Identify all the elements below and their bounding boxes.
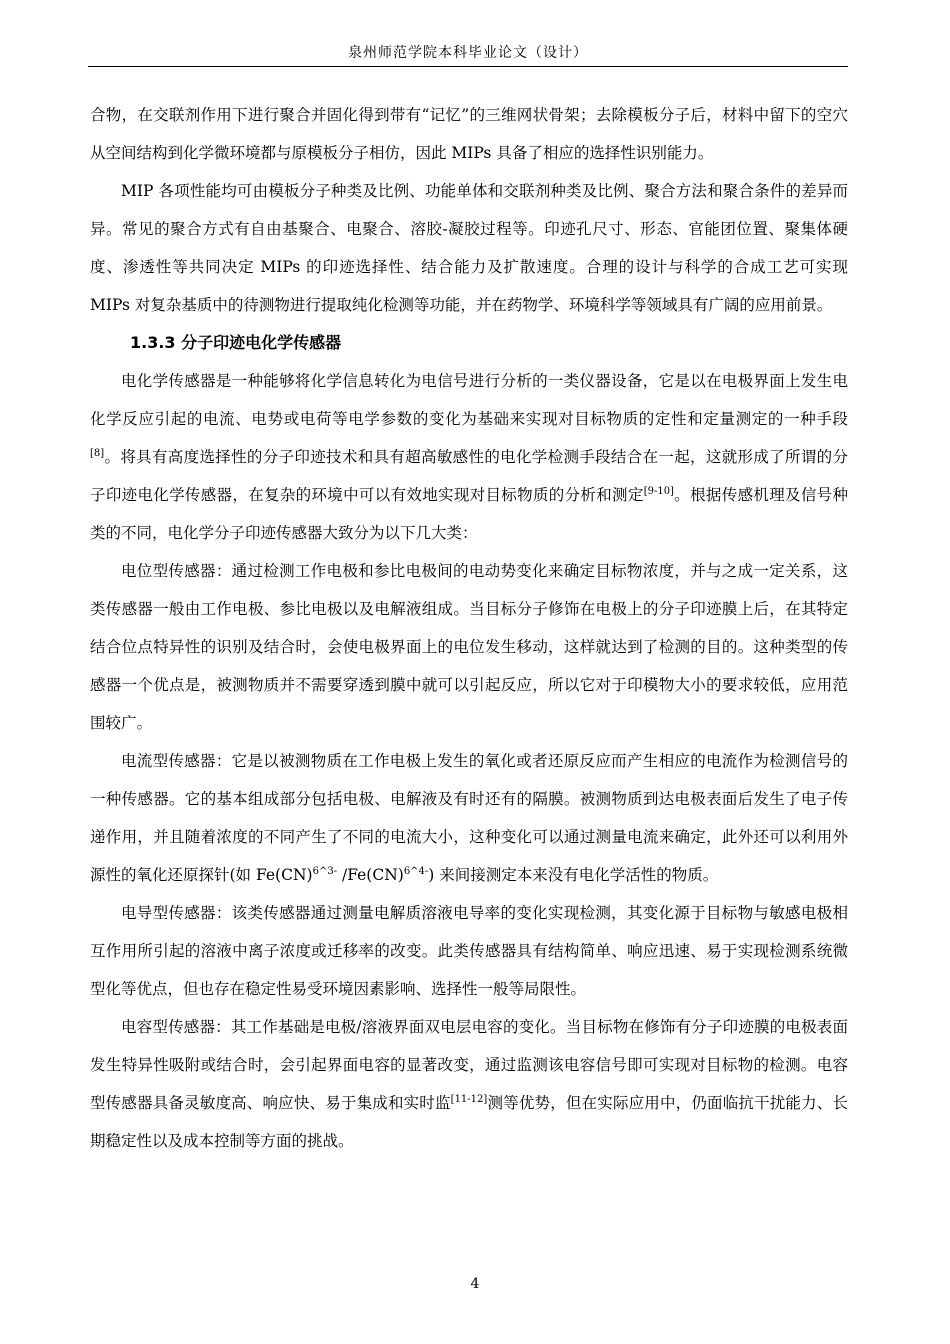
charge-superscript: 6^4- (403, 865, 429, 877)
body-text (90, 96, 848, 1160)
text-run: ) 来间接测定本来没有电化学活性的物质。 (428, 866, 719, 884)
paragraph-continuation: 合物，在交联剂作用下进行聚合并固化得到带有“记忆”的三维网状骨架；去除模板分子后，材料中留下的空穴从空间结构到化学微环境都与原模板分子相仿，因此 MIPs 具备了相应的选择性识别能力。 (90, 106, 848, 162)
section-heading: 1.3.3 分子印迹电化学传感器 (130, 333, 342, 352)
text-run: 测等优势，但在实际应用中，仍面临抗干扰能力、长期稳定性以及成本控制等方面的挑战。 (90, 1094, 848, 1150)
header-title: 泉州师范学院本科毕业论文（设计） (348, 45, 588, 61)
paragraph-electrochemical-sensor (90, 362, 848, 552)
citation-ref: [8] (90, 447, 105, 459)
citation-ref: [11-12] (450, 1093, 488, 1105)
page-number: 4 (470, 1276, 480, 1292)
text-run: 电容型传感器：其工作基础是电极/溶液界面双电层电容的变化。当目标物在修饰有分子印迹膜的电极表面发生特异性吸附或结合时，会引起界面电容的显著改变，通过监测该电容信号即可实现对目标物的检测。电容型传感器具备灵敏度高、响应快、易于集成和实时监 (90, 1018, 848, 1112)
charge-superscript: 6^3- (312, 865, 338, 877)
citation-ref: [9-10] (643, 485, 674, 497)
paragraph-amperometric-sensor (90, 742, 848, 894)
paragraph-mip-properties: MIP 各项性能均可由模板分子种类及比例、功能单体和交联剂种类及比例、聚合方法和聚合条件的差异而异。常见的聚合方式有自由基聚合、电聚合、溶胶-凝胶过程等。印迹孔尺寸、形态、官能团位置、聚集体硬度、渗透性等共同决定 MIPs 的印迹选择性、结合能力及扩散速度。合理的设计与科学的合成工艺可实现 MIPs 对复杂基质中的待测物进行提取纯化检测等功能，并在药物学、环境科学等领域具有广阔的应用前景。 (90, 182, 848, 314)
text-run: 。根据传感机理及信号种类的不同，电化学分子印迹传感器大致分为以下几大类： (90, 486, 848, 542)
text-run: 电流型传感器：它是以被测物质在工作电极上发生的氧化或者还原反应而产生相应的电流作为检测信号的一种传感器。它的基本组成部分包括电极、电解液及有时还有的隔膜。被测物质到达电极表面后发生了电子传递作用，并且随着浓度的不同产生了不同的电流大小，这种变化可以通过测量电流来确定，此外还可以利用外源性的氧化还原探针(如 Fe(CN) (90, 752, 848, 884)
running-header (88, 44, 848, 67)
paragraph-capacitive-sensor (90, 1008, 848, 1160)
text-run: 。将具有高度选择性的分子印迹技术和具有超高敏感性的电化学检测手段结合在一起，这就形成了所谓的分子印迹电化学传感器，在复杂的环境中可以有效地实现对目标物质的分析和测定 (90, 448, 848, 504)
paragraph-potentiometric-sensor: 电位型传感器：通过检测工作电极和参比电极间的电动势变化来确定目标物浓度，并与之成一定关系，这类传感器一般由工作电极、参比电极以及电解液组成。当目标分子修饰在电极上的分子印迹膜上后，在其特定结合位点特异性的识别及结合时，会使电极界面上的电位发生移动，这样就达到了检测的目的。这种类型的传感器一个优点是，被测物质并不需要穿透到膜中就可以引起反应，所以它对于印模物大小的要求较低，应用范围较广。 (90, 562, 848, 732)
paragraph-conductometric-sensor: 电导型传感器：该类传感器通过测量电解质溶液电导率的变化实现检测，其变化源于目标物与敏感电极相互作用所引起的溶液中离子浓度或迁移率的改变。此类传感器具有结构简单、响应迅速、易于实现检测系统微型化等优点，但也存在稳定性易受环境因素影响、选择性一般等局限性。 (90, 904, 848, 998)
text-run: 电化学传感器是一种能够将化学信息转化为电信号进行分析的一类仪器设备，它是以在电极界面上发生电化学反应引起的电流、电势或电荷等电学参数的变化为基础来实现对目标物质的定性和定量测定的一种手段 (90, 372, 848, 428)
text-run: /Fe(CN) (337, 866, 404, 884)
